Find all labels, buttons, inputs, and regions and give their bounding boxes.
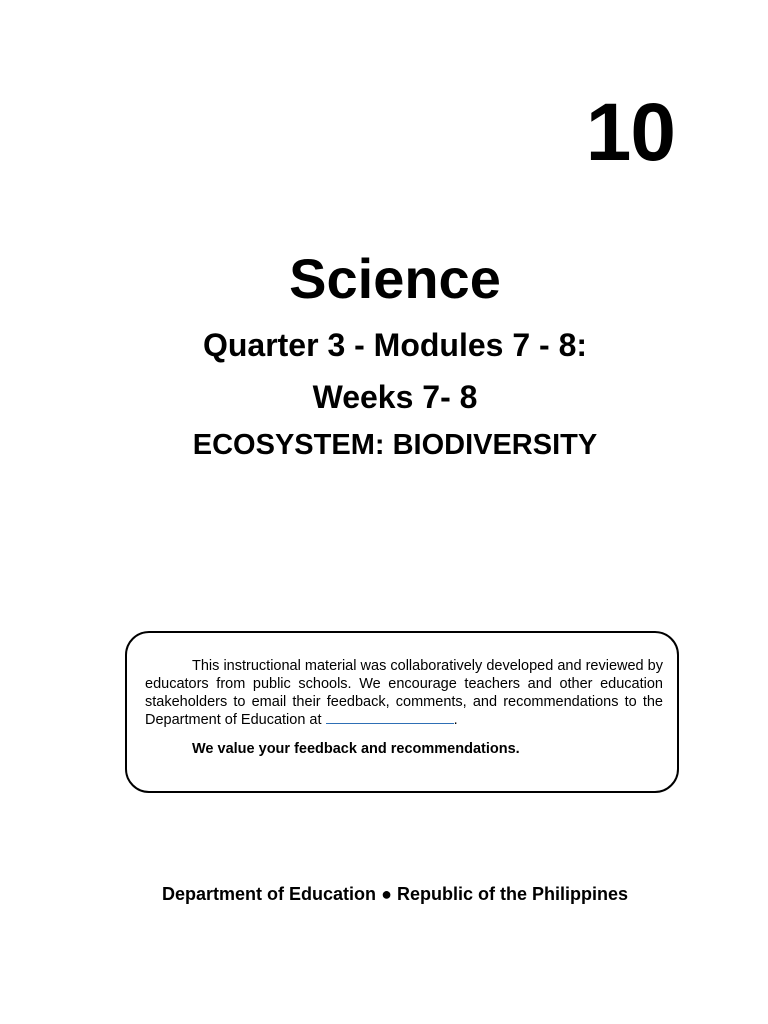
- footer-department: Department of Education: [162, 884, 377, 904]
- notice-paragraph: [145, 657, 663, 729]
- weeks-heading: Weeks 7- 8: [312, 379, 478, 415]
- feedback-line: We value your feedback and recommendations.: [192, 741, 520, 757]
- subject-title: Science: [289, 247, 501, 310]
- notice-body-text: This instructional material was collaboratively developed and reviewed by educators from public schools. We encourage teachers and other education stakeholders to email their feedback, comments, and recommendations to the Department of Education at: [145, 658, 663, 728]
- bullet-separator: ●: [381, 884, 392, 904]
- topic-heading: ECOSYSTEM: BIODIVERSITY: [192, 429, 598, 461]
- footer-country: Republic of the Philippines: [396, 884, 628, 904]
- quarter-modules-heading: Quarter 3 - Modules 7 - 8:: [202, 327, 588, 363]
- email-blank-line: [326, 711, 454, 724]
- notice-box: [125, 631, 679, 793]
- footer: [0, 884, 768, 905]
- notice-period: .: [453, 712, 458, 728]
- grade-number: 10: [585, 87, 675, 178]
